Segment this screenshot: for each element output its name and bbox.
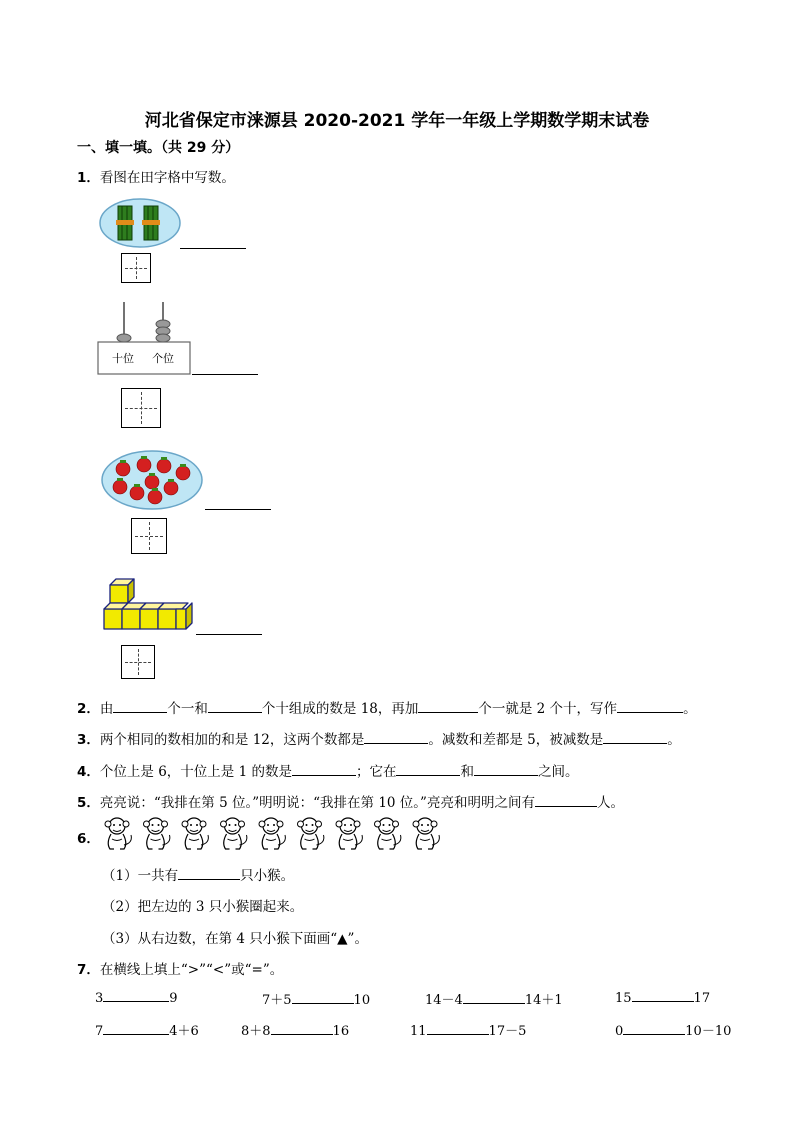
question-6-number [77, 827, 100, 847]
compare-item [95, 1020, 199, 1039]
text: 8＋8 [241, 1024, 271, 1039]
text: 14－4 [425, 993, 463, 1008]
answer-blank[interactable] [103, 1022, 169, 1035]
q6-part-3: （3）从右边数，在第 4 只小猴下面画“▲”。 [102, 931, 368, 947]
text: 11 [410, 1024, 427, 1039]
answer-blank[interactable] [208, 700, 262, 713]
question-number: 2． [77, 701, 100, 717]
stick-bundle-1 [116, 206, 134, 240]
text: 4＋6 [169, 1024, 199, 1039]
text: 3 [95, 991, 104, 1006]
text: 。 [683, 701, 697, 717]
compare-item [262, 989, 370, 1008]
answer-blank[interactable] [178, 867, 240, 880]
tianzi-grid[interactable] [121, 388, 161, 428]
question-5 [77, 791, 624, 811]
monkey-row [100, 815, 445, 859]
section-heading: 一、填一填。（共 29 分） [77, 140, 240, 156]
text: 人。 [596, 795, 624, 811]
text: 15 [615, 991, 632, 1006]
stick-bundles-image [98, 196, 182, 250]
answer-blank[interactable] [617, 700, 683, 713]
answer-blank[interactable] [535, 794, 597, 807]
answer-blank[interactable] [427, 1022, 489, 1035]
tianzi-grid[interactable] [131, 518, 167, 554]
answer-blank[interactable] [623, 1022, 685, 1035]
monkey-icon [375, 818, 401, 849]
text: 和 [460, 764, 474, 780]
compare-item [410, 1020, 526, 1039]
text: 个一就是 2 个十，写作 [478, 701, 618, 717]
text: 之间。 [537, 764, 579, 780]
cubes-image [101, 576, 195, 636]
tianzi-grid[interactable] [121, 645, 155, 679]
question-3 [77, 728, 681, 748]
answer-line[interactable] [205, 509, 271, 510]
text: 个一和 [167, 701, 208, 717]
question-number: 7． [77, 962, 100, 978]
text: 由 [99, 701, 114, 717]
text: 0 [615, 1024, 624, 1039]
answer-line[interactable] [180, 248, 246, 249]
answer-blank[interactable] [603, 731, 667, 744]
text: 14＋1 [524, 993, 563, 1008]
text: 17 [693, 991, 711, 1006]
text: 只小猴。 [240, 868, 295, 884]
compare-item [241, 1020, 349, 1039]
stick-bundle-2 [142, 206, 160, 240]
monkey-icon [336, 818, 362, 849]
question-number: 3． [77, 732, 100, 748]
question-number: 4． [77, 764, 100, 780]
text: （1）一共有 [102, 868, 179, 884]
compare-item [615, 1020, 731, 1039]
question-7 [77, 958, 283, 978]
answer-blank[interactable] [113, 700, 167, 713]
answer-blank[interactable] [632, 989, 694, 1002]
question-number: 5． [77, 795, 100, 811]
question-2 [77, 697, 697, 717]
monkey-icon [182, 818, 208, 849]
abacus-ones-label: 个位 [152, 352, 174, 365]
text: 7＋5 [262, 993, 292, 1008]
text: 个十组成的数是 18，再加 [261, 701, 419, 717]
text: 10－10 [685, 1024, 732, 1039]
answer-blank[interactable] [103, 989, 169, 1002]
answer-blank[interactable] [396, 763, 460, 776]
question-number: 6． [77, 831, 100, 847]
tianzi-grid[interactable] [121, 253, 151, 283]
text: 两个相同的数相加的和是 12，这两个数都是 [99, 732, 365, 748]
compare-item [425, 989, 563, 1008]
monkey-icon [221, 818, 247, 849]
answer-blank[interactable] [463, 991, 525, 1004]
monkey-icon [259, 818, 285, 849]
text: 9 [169, 991, 178, 1006]
text: 。减数和差都是 5，被减数是 [428, 732, 604, 748]
answer-blank[interactable] [418, 700, 478, 713]
answer-blank[interactable] [474, 763, 538, 776]
text: 7 [95, 1024, 104, 1039]
question-number: 1． [77, 170, 100, 186]
text: 10 [353, 993, 371, 1008]
text: ；它在 [355, 764, 397, 780]
answer-blank[interactable] [364, 731, 428, 744]
text: 个位上是 6，十位上是 1 的数是 [99, 764, 292, 780]
q6-part-1 [102, 864, 294, 884]
monkey-icon [105, 818, 131, 849]
answer-line[interactable] [192, 374, 258, 375]
compare-item [95, 989, 178, 1006]
answer-line[interactable] [196, 634, 262, 635]
text: 17－5 [488, 1024, 527, 1039]
strawberry-plate-image [100, 449, 204, 511]
text: 16 [332, 1024, 350, 1039]
compare-item [615, 989, 710, 1006]
page-title: 河北省保定市涞源县 2020-2021 学年一年级上学期数学期末试卷 [144, 111, 650, 131]
abacus-tens-label: 十位 [112, 352, 134, 365]
question-4 [77, 760, 578, 780]
monkey-icon [298, 818, 324, 849]
text: 亮亮说：“我排在第 5 位。”明明说：“我排在第 10 位。”亮亮和明明之间有 [99, 795, 535, 811]
monkey-icon [144, 818, 170, 849]
q6-part-2: （2）把左边的 3 只小猴圈起来。 [102, 899, 304, 915]
answer-blank[interactable] [271, 1022, 333, 1035]
answer-blank[interactable] [292, 763, 356, 776]
answer-blank[interactable] [292, 991, 354, 1004]
question-text: 看图在田字格中写数。 [99, 170, 235, 186]
question-text: 在横线上填上“>”“<”或“=”。 [99, 962, 284, 978]
monkey-icon [413, 818, 439, 849]
text: 。 [667, 732, 681, 748]
question-1 [77, 166, 235, 186]
